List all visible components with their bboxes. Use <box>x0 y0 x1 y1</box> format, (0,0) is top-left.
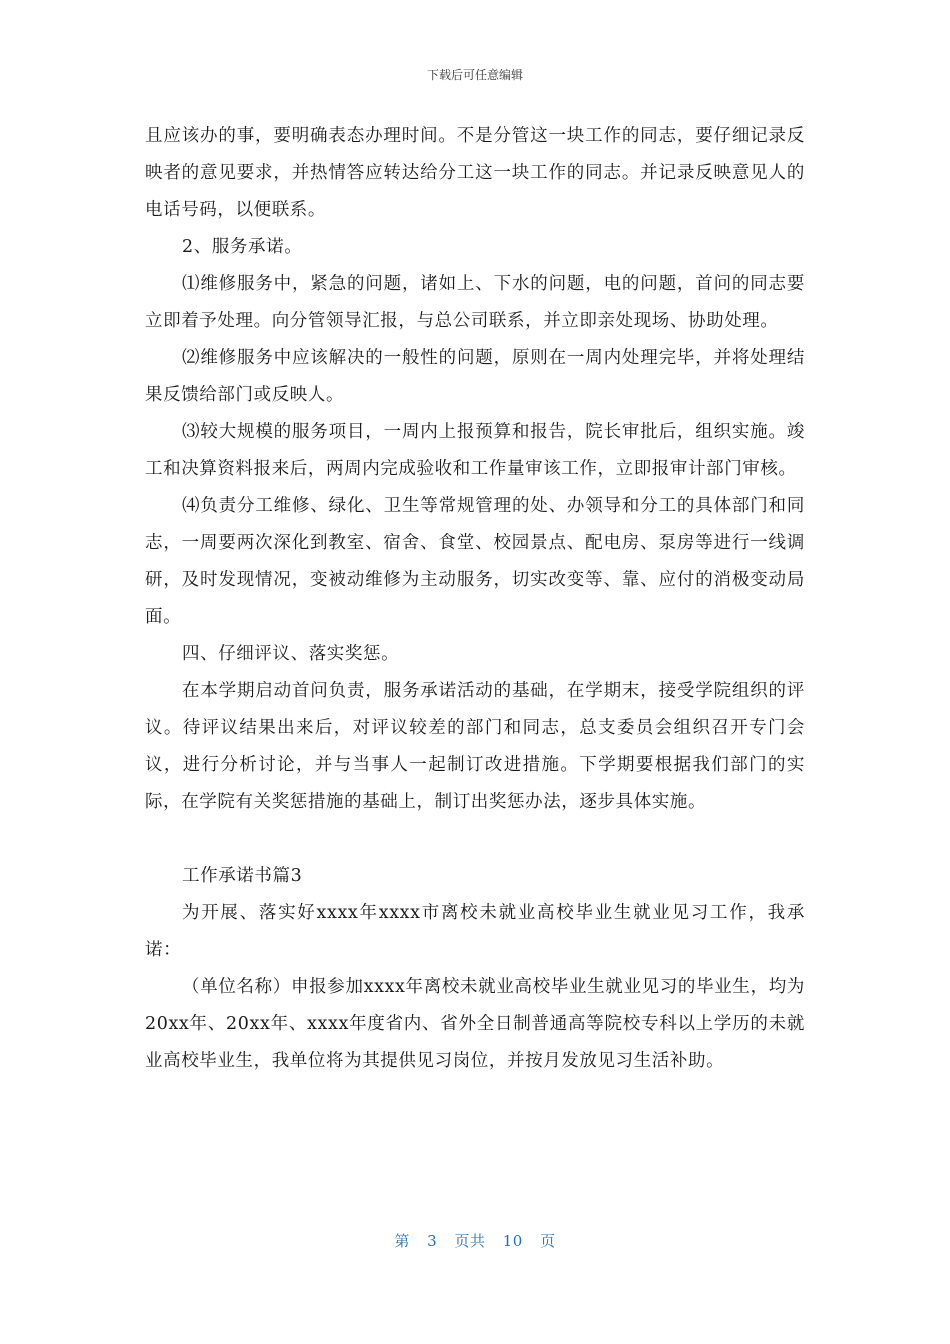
page-header: 下载后可任意编辑 <box>426 68 523 82</box>
paragraph-continuation: 且应该办的事，要明确表态办理时间。不是分管这一块工作的同志，要仔细记录反映者的意见要求，并热情答应转达给分工这一块工作的同志。并记录反映意见人的电话号码，以便联系。 <box>145 126 805 220</box>
paragraph-gap <box>145 821 805 858</box>
section-title: 工作承诺书篇3 <box>182 866 303 886</box>
footer-label-of: 页共 <box>454 1232 486 1250</box>
paragraph-intro: 为开展、落实好xxxx年xxxx市离校未就业高校毕业生就业见习工作，我承诺： <box>145 903 805 960</box>
paragraph-item-3: ⑶较大规模的服务项目，一周内上报预算和报告，院长审批后，组织实施。竣工和决算资料报来后，两周内完成验收和工作量审该工作，立即报审计部门审核。 <box>145 422 805 479</box>
paragraph-unit-statement: （单位名称）申报参加xxxx年离校未就业高校毕业生就业见习的毕业生，均为20xx年、20xx年、xxxx年度省内、省外全日制普通高等院校专科以上学历的未就业高校毕业生，我单位将为其提供见习岗位，并按月发放见习生活补助。 <box>145 977 805 1071</box>
footer-current-page: 3 <box>427 1232 438 1250</box>
document-body <box>145 118 805 1080</box>
paragraph-item-2: ⑵维修服务中应该解决的一般性的问题，原则在一周内处理完毕，并将处理结果反馈给部门或反映人。 <box>145 348 805 405</box>
paragraph-evaluation: 在本学期启动首问负责，服务承诺活动的基础，在学期末，接受学院组织的评议。待评议结果出来后，对评议较差的部门和同志，总支委员会组织召开专门会议，进行分析讨论，并与当事人一起制订改进措施。下学期要根据我们部门的实际，在学院有关奖惩措施的基础上，制订出奖惩办法，逐步具体实施。 <box>145 681 805 812</box>
footer-total-pages: 10 <box>502 1232 523 1250</box>
paragraph-service-promise-heading: 2、服务承诺。 <box>182 237 303 257</box>
page-footer <box>0 1230 950 1251</box>
footer-label-page: 第 <box>394 1232 410 1250</box>
footer-label-end: 页 <box>540 1232 556 1250</box>
paragraph-item-4: ⑷负责分工维修、绿化、卫生等常规管理的处、办领导和分工的具体部门和同志，一周要两次深化到教室、宿舍、食堂、校园景点、配电房、泵房等进行一线调研，及时发现情况，变被动维修为主动服务，切实改变等、靠、应付的消极变动局面。 <box>145 496 805 627</box>
paragraph-item-1: ⑴维修服务中，紧急的问题，诸如上、下水的问题，电的问题，首问的同志要立即着予处理。向分管领导汇报，与总公司联系，并立即亲处现场、协助处理。 <box>145 274 805 331</box>
paragraph-section-four-heading: 四、仔细评议、落实奖惩。 <box>182 644 400 664</box>
